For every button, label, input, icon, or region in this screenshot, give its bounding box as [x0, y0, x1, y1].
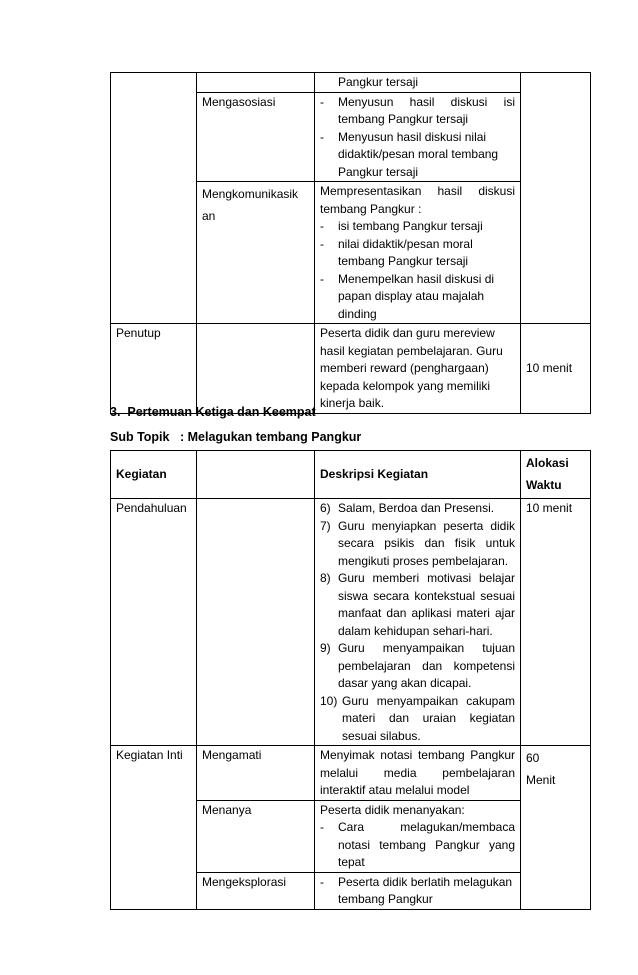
header-deskripsi: Deskripsi Kegiatan	[315, 451, 521, 499]
description-cell: Menyimak notasi tembang Pangkur melalui media pembelajaran interaktif atau melalui model	[315, 746, 521, 801]
table-row	[111, 73, 591, 93]
alokasi-cell: 10 menit	[521, 324, 591, 414]
aspect-cell: Menanya	[197, 800, 315, 872]
alokasi-cell: 10 menit	[521, 499, 591, 746]
aspect-cell: Mengkomunikasikan	[197, 182, 315, 324]
description-cell	[315, 872, 521, 909]
header-alokasi: Alokasi Waktu	[521, 451, 591, 499]
kegiatan-cell: Penutup	[111, 324, 197, 414]
list-item: 8) Guru memberi motivasi belajar siswa secara kontekstual sesuai manfaat dan aplikasi materi ajar dalam kehidupan sehari-hari.	[320, 571, 515, 638]
list-item: 9) Guru menyampaikan tujuan pembelajaran dan kompetensi dasar yang akan dicapai.	[320, 641, 515, 690]
lesson-table	[110, 450, 591, 910]
description-cell	[315, 800, 521, 872]
list-item: - Cara melagukan/membaca notasi tembang Pangkur yang tepat	[320, 820, 515, 869]
list-item: 6) Salam, Berdoa dan Presensi.	[320, 501, 495, 515]
list-item: - Menempelkan hasil diskusi di papan display atau majalah dinding	[320, 271, 495, 321]
alokasi-cell	[521, 73, 591, 324]
intro-text: Mempresentasikan hasil diskusi tembang Pangkur :	[320, 184, 515, 216]
list-item: - isi tembang Pangkur tersaji	[320, 219, 483, 233]
intro-text: Peserta didik menanyakan:	[320, 802, 465, 817]
list-item: 7) Guru menyiapkan peserta didik secara psikis dan fisik untuk mengikuti proses pembelajaran.	[320, 518, 515, 568]
header-empty	[197, 451, 315, 499]
description-cell: Peserta didik dan guru mereview hasil kegiatan pembelajaran. Guru memberi reward (penghargaan) kepada kelompok yang memiliki kinerja baik.	[315, 324, 521, 414]
list-item: - nilai didaktik/pesan moral tembang Pangkur tersaji	[320, 236, 473, 268]
description-cell	[315, 73, 521, 93]
kegiatan-cell: Pendahuluan	[111, 499, 197, 746]
description-cell	[315, 92, 521, 182]
table-header-row	[111, 451, 591, 499]
aspect-cell	[197, 324, 315, 414]
aspect-cell: Mengasosiasi	[197, 92, 315, 182]
table-row	[111, 324, 591, 414]
aspect-cell: Mengamati	[197, 746, 315, 801]
description-cell	[315, 499, 521, 746]
list-item: - Menyusun hasil diskusi nilai didaktik/pesan moral tembang Pangkur tersaji	[320, 129, 499, 179]
aspect-cell	[197, 499, 315, 746]
alokasi-cell: 60 Menit	[521, 746, 591, 910]
list-item: 10) Guru menyampaikan cakupam materi dan uraian kegiatan sesuai silabus.	[320, 693, 515, 743]
table-row	[111, 499, 591, 746]
subtopic-heading: Sub Topik : Melagukan tembang Pangkur	[110, 430, 362, 444]
kegiatan-cell	[111, 73, 197, 324]
kegiatan-cell: Kegiatan Inti	[111, 746, 197, 910]
aspect-cell	[197, 73, 315, 93]
section-heading: 3. Pertemuan Ketiga dan Keempat	[110, 405, 316, 419]
header-kegiatan: Kegiatan	[111, 451, 197, 499]
description-cell	[315, 182, 521, 324]
list-item: - Menyusun hasil diskusi isi tembang Pangkur tersaji	[320, 94, 515, 126]
table-row	[111, 746, 591, 801]
aspect-cell: Mengeksplorasi	[197, 872, 315, 909]
lesson-table-continued	[110, 72, 591, 414]
continued-line: Pangkur tersaji	[338, 75, 419, 89]
list-item: - Peserta didik berlatih melagukan tembang Pangkur	[320, 874, 513, 906]
